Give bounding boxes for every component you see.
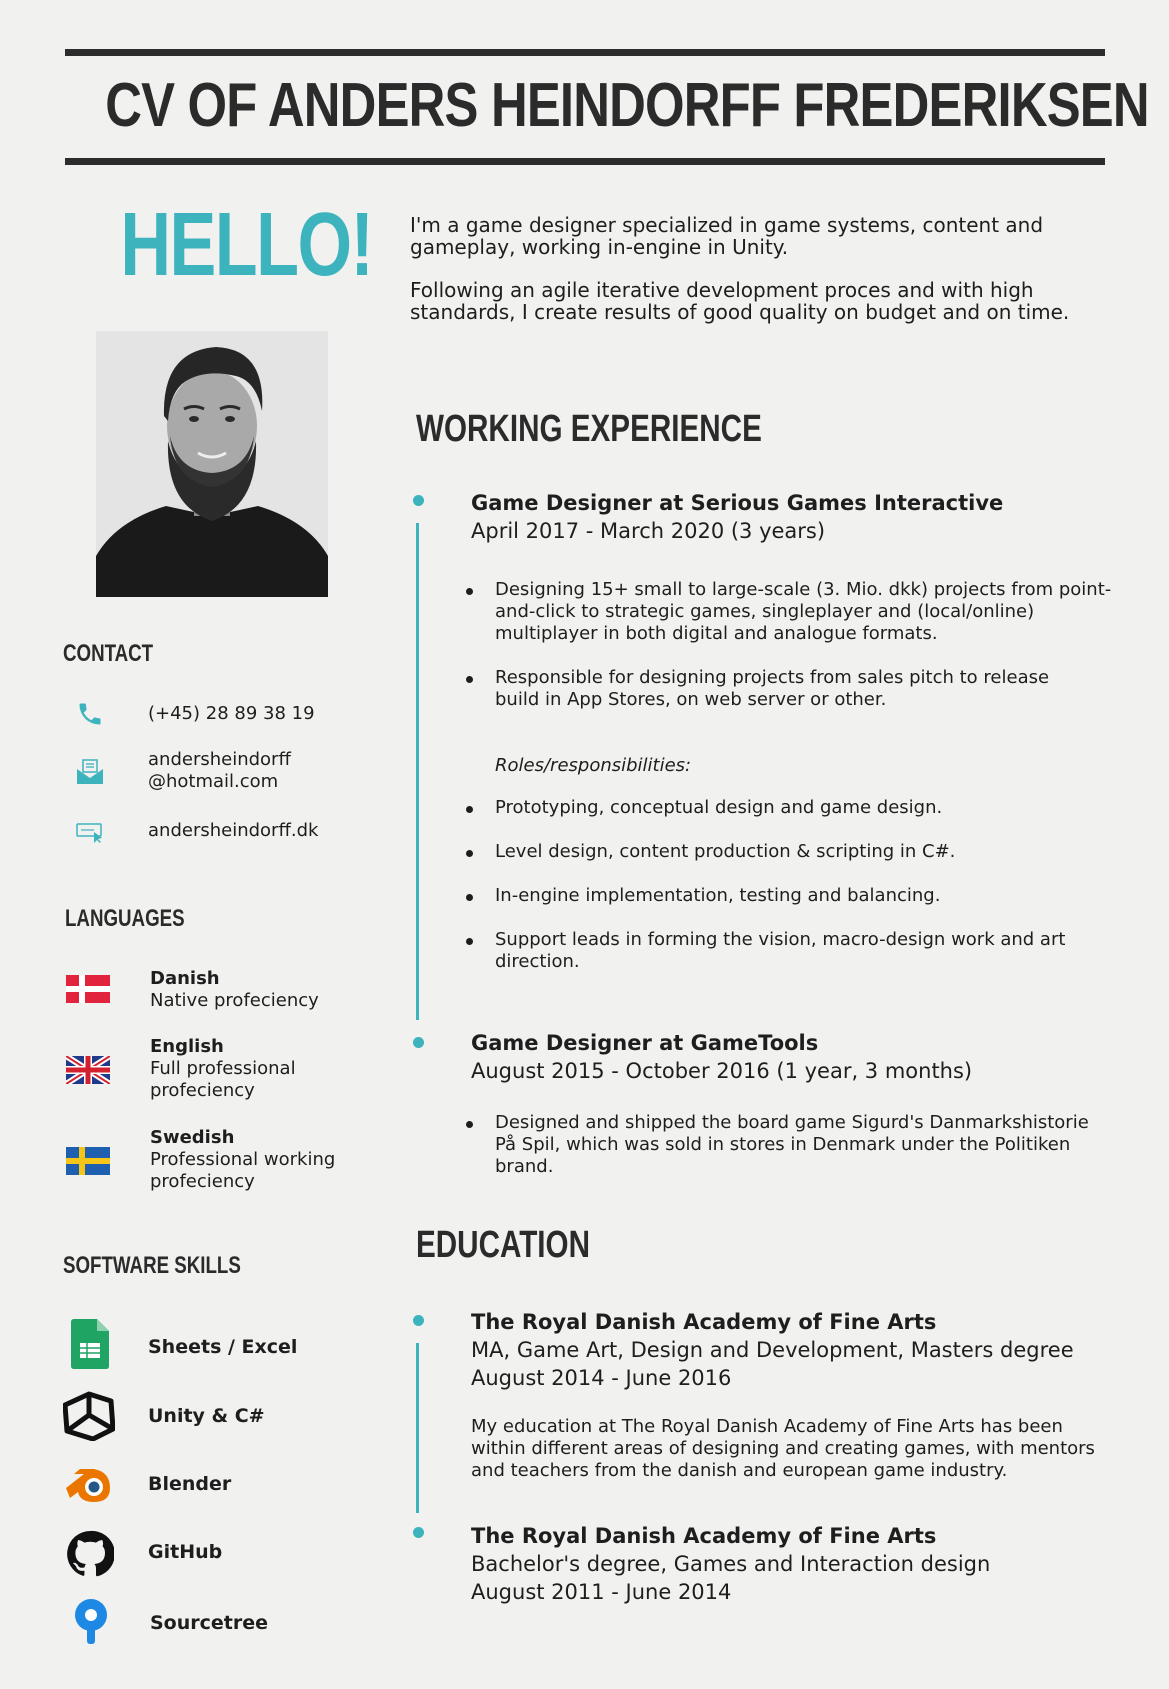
sweden-flag [66, 1147, 110, 1175]
skill-name: Sourcetree [150, 1612, 269, 1634]
job-title: Game Designer at Serious Games Interactive [471, 491, 1004, 515]
school-name: The Royal Danish Academy of Fine Arts [471, 1310, 937, 1334]
role-bullet: Support leads in forming the vision, macro-design work and art direction. [495, 929, 1095, 973]
intro-paragraph-2: Following an agile iterative development proces and with high standards, I create results of good quality on budget and on time. [410, 278, 1070, 324]
language-name: Swedish [150, 1127, 235, 1148]
education-dates: August 2014 - June 2016 [471, 1366, 732, 1390]
unity-icon [63, 1391, 115, 1445]
roles-label: Roles/responsibilities: [495, 755, 692, 776]
top-rule [65, 49, 1105, 56]
bottom-rule [65, 158, 1105, 165]
timeline-dot [413, 495, 424, 506]
phone-icon [76, 700, 104, 732]
skill-name: GitHub [148, 1541, 223, 1563]
timeline-line [416, 523, 419, 1020]
timeline-dot [413, 1527, 424, 1538]
skill-name: Unity & C# [148, 1405, 265, 1427]
language-level: Native profeciency [150, 990, 319, 1011]
denmark-flag [66, 975, 110, 1003]
languages-heading: LANGUAGES [65, 905, 185, 932]
software-heading: SOFTWARE SKILLS [63, 1252, 241, 1279]
language-name: Danish [150, 968, 220, 989]
job-bullet: Designing 15+ small to large-scale (3. Mio. dkk) projects from point-and-click to strategic games, singleplayer and (local/online) multiplayer in both digital and analogue formats. [495, 579, 1115, 645]
job-bullet: Responsible for designing projects from sales pitch to release build in App Stores, on web server or other. [495, 667, 1095, 711]
timeline-dot [413, 1037, 424, 1048]
sheets-icon [71, 1319, 109, 1373]
role-bullet: In-engine implementation, testing and balancing. [495, 885, 1095, 907]
skill-name: Sheets / Excel [148, 1336, 298, 1358]
education-dates: August 2011 - June 2014 [471, 1580, 732, 1604]
profile-photo [96, 331, 328, 597]
website-icon [76, 822, 106, 848]
education-heading: EDUCATION [416, 1224, 591, 1266]
page-title: CV OF ANDERS HEINDORFF FREDERIKSEN [105, 71, 1149, 140]
hello-heading: HELLO! [120, 195, 373, 295]
contact-heading: CONTACT [63, 640, 154, 667]
role-bullet: Level design, content production & scripting in C#. [495, 841, 1095, 863]
email-line-2: @hotmail.com [148, 771, 279, 792]
github-icon [66, 1530, 114, 1582]
job-bullet: Designed and shipped the board game Sigurd's Danmarkshistorie På Spil, which was sold in stores in Denmark under the Politiken brand. [495, 1112, 1105, 1178]
language-level: Full professional profeciency [150, 1058, 296, 1101]
job-dates: August 2015 - October 2016 (1 year, 3 months) [471, 1059, 973, 1083]
job-title: Game Designer at GameTools [471, 1031, 819, 1055]
skill-name: Blender [148, 1473, 232, 1495]
email-icon [76, 759, 104, 789]
email-line-1: andersheindorff [148, 749, 291, 770]
timeline-line [416, 1343, 419, 1513]
timeline-dot [413, 1315, 424, 1326]
blender-icon [64, 1464, 114, 1508]
website-url: andersheindorff.dk [148, 820, 319, 841]
language-name: English [150, 1036, 224, 1057]
role-bullet: Prototyping, conceptual design and game design. [495, 797, 1095, 819]
language-level: Professional working profeciency [150, 1149, 336, 1192]
uk-flag [66, 1056, 110, 1084]
intro-paragraph-1: I'm a game designer specialized in game systems, content and gameplay, working in-engine in Unity. [410, 213, 1044, 259]
education-description: My education at The Royal Danish Academy of Fine Arts has been within different areas of designing and creating games, with mentors and teachers from the danish and european game industry. [471, 1416, 1095, 1481]
job-dates: April 2017 - March 2020 (3 years) [471, 519, 826, 543]
phone-number: (+45) 28 89 38 19 [148, 703, 315, 724]
school-name: The Royal Danish Academy of Fine Arts [471, 1524, 937, 1548]
degree: MA, Game Art, Design and Development, Masters degree [471, 1338, 1074, 1362]
working-experience-heading: WORKING EXPERIENCE [416, 408, 762, 450]
sourcetree-icon [72, 1598, 110, 1650]
degree: Bachelor's degree, Games and Interaction design [471, 1552, 991, 1576]
